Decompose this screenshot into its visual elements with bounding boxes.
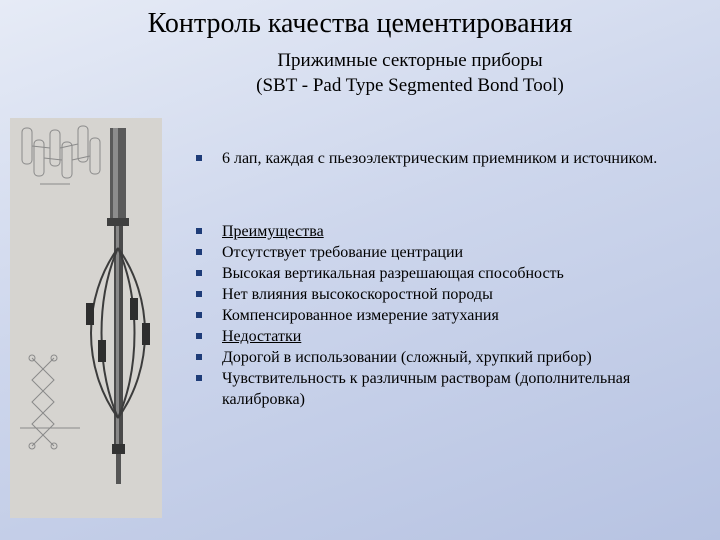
bullet-marker-icon	[196, 249, 202, 255]
bullet-text: Дорогой в использовании (сложный, хрупкий прибор)	[222, 349, 592, 366]
bullet-item	[196, 284, 706, 305]
bullet-text: Компенсированное измерение затухания	[222, 307, 499, 324]
bullet-item	[196, 326, 706, 347]
subtitle-line-1: Прижимные секторные приборы	[277, 50, 543, 71]
sbt-tool-figure	[10, 118, 162, 518]
slide-subtitle	[180, 48, 640, 98]
bullet-text: Нет влияния высокоскоростной породы	[222, 286, 493, 303]
ray-path-diagram	[20, 355, 80, 449]
bullet-marker-icon	[196, 333, 202, 339]
bullet-item	[196, 148, 706, 169]
bullet-item	[196, 305, 706, 326]
bullet-marker-icon	[196, 354, 202, 360]
bullet-item	[196, 347, 706, 368]
bullet-text: Отсутствует требование центрации	[222, 244, 464, 261]
bullet-marker-icon	[196, 375, 202, 381]
bullet-text: 6 лап, каждая с пьезоэлектрическим приемником и источником.	[222, 150, 658, 167]
slide-title: Контроль качества цементирования	[147, 8, 573, 39]
pad-layout-schematic	[22, 126, 100, 184]
sbt-tool-illustration	[10, 118, 162, 518]
bullet-list	[196, 148, 706, 410]
probe-body	[107, 128, 129, 484]
bullet-item	[196, 242, 706, 263]
bullet-marker-icon	[196, 291, 202, 297]
bullet-marker-icon	[196, 270, 202, 276]
bullet-marker-icon	[196, 228, 202, 234]
bullet-item	[196, 221, 706, 242]
subtitle-line-2: (SBT - Pad Type Segmented Bond Tool)	[256, 75, 564, 96]
bullet-text: Чувствительность к различным растворам (дополнительная калибровка)	[222, 370, 631, 408]
bullet-marker-icon	[196, 155, 202, 161]
bullet-marker-icon	[196, 312, 202, 318]
bullet-item	[196, 263, 706, 284]
bullet-text: Высокая вертикальная разрешающая способность	[222, 265, 564, 282]
advantages-heading: Преимущества	[222, 223, 324, 240]
disadvantages-heading: Недостатки	[222, 328, 302, 345]
bullet-item	[196, 368, 706, 410]
